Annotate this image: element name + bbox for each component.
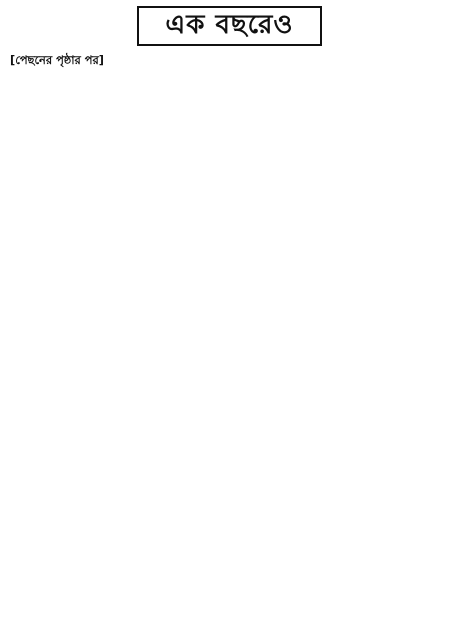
headline-container <box>10 6 449 46</box>
continued-from-tag: [পেছনের পৃষ্ঠার পর] <box>10 53 104 67</box>
article-headline: এক বছরেও <box>137 6 321 46</box>
article-body <box>10 52 449 70</box>
